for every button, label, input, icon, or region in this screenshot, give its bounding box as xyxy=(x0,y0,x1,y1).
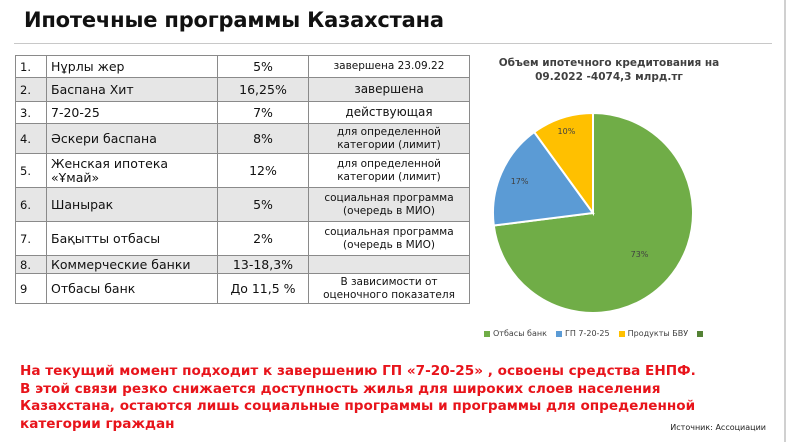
chart-title: Объем ипотечного кредитования на 09.2022 -4074,3 млрд.тг xyxy=(498,57,720,83)
program-name: 7-20-25 xyxy=(47,102,218,124)
program-name: Женская ипотека «Ұмай» xyxy=(47,154,218,188)
program-status: завершена xyxy=(309,78,470,102)
table-row xyxy=(16,102,470,124)
table-row xyxy=(16,154,470,188)
program-rate: 8% xyxy=(218,124,309,154)
program-status: В зависимости от оценочного показателя xyxy=(309,274,470,304)
title-divider xyxy=(14,43,772,44)
slice-data-label: 17% xyxy=(510,177,529,187)
program-name: Отбасы банк xyxy=(47,274,218,304)
legend-label: Отбасы банк xyxy=(493,329,547,338)
conclusion-line: категории граждан xyxy=(20,415,175,432)
program-name: Нұрлы жер xyxy=(47,56,218,78)
legend-label: Продукты БВУ xyxy=(627,329,689,338)
program-rate: 7% xyxy=(218,102,309,124)
program-name: Бақытты отбасы xyxy=(47,222,218,256)
program-rate: 2% xyxy=(218,222,309,256)
row-number: 3. xyxy=(16,102,47,124)
legend-item xyxy=(619,329,688,338)
table-row xyxy=(16,188,470,222)
program-rate: 5% xyxy=(218,188,309,222)
conclusion-line: На текущий момент подходит к завершению ГП «7-20-25» , освоены средства ЕНПФ. xyxy=(20,363,696,379)
legend-item xyxy=(556,329,610,338)
conclusion-line: В этой связи резко снижается доступность жилья для широких слоев населения xyxy=(20,380,661,397)
program-status: для определенной категории (лимит) xyxy=(309,124,470,154)
program-status: для определенной категории (лимит) xyxy=(309,154,470,188)
table-row xyxy=(16,256,470,274)
row-number: 5. xyxy=(16,154,47,188)
program-name: Шанырак xyxy=(47,188,218,222)
program-rate: 12% xyxy=(218,154,309,188)
legend-swatch xyxy=(619,331,625,337)
conclusion-text xyxy=(20,363,700,433)
row-number: 2. xyxy=(16,78,47,102)
program-rate: 13-18,3% xyxy=(218,256,309,274)
program-name: Коммерческие банки xyxy=(47,256,218,274)
program-status: действующая xyxy=(309,102,470,124)
legend-swatch xyxy=(484,331,490,337)
legend-label: ГП 7-20-25 xyxy=(564,329,610,338)
table-row xyxy=(16,124,470,154)
row-number: 1. xyxy=(16,56,47,78)
program-name: Әскери баспана xyxy=(47,124,218,154)
program-status: социальная программа (очередь в МИО) xyxy=(309,188,470,222)
program-rate: 5% xyxy=(218,56,309,78)
row-number: 8. xyxy=(16,256,47,274)
program-status xyxy=(309,256,470,274)
table-row xyxy=(16,78,470,102)
row-number: 6. xyxy=(16,188,47,222)
legend-item xyxy=(484,329,547,338)
table-row xyxy=(16,222,470,256)
row-number: 4. xyxy=(16,124,47,154)
program-rate: До 11,5 % xyxy=(218,274,309,304)
mortgage-programs-table xyxy=(15,55,470,304)
legend-swatch xyxy=(556,331,562,337)
legend-swatch xyxy=(697,331,703,337)
program-status: завершена 23.09.22 xyxy=(309,56,470,78)
program-status: социальная программа (очередь в МИО) xyxy=(309,222,470,256)
table-row xyxy=(16,56,470,78)
row-number: 9 xyxy=(16,274,47,304)
slice-data-label: 73% xyxy=(630,250,649,260)
source-note: Источник: Ассоциации xyxy=(670,423,766,432)
row-number: 7. xyxy=(16,222,47,256)
pie-chart xyxy=(490,110,696,316)
slide-title: Ипотечные программы Казахстана xyxy=(24,8,444,32)
conclusion-line: Казахстана, остаются лишь социальные программы и программы для определенной xyxy=(20,398,696,414)
chart-legend xyxy=(484,329,703,338)
table-row xyxy=(16,274,470,304)
slice-data-label: 10% xyxy=(557,127,576,137)
program-name: Баспана Хит xyxy=(47,78,218,102)
program-rate: 16,25% xyxy=(218,78,309,102)
